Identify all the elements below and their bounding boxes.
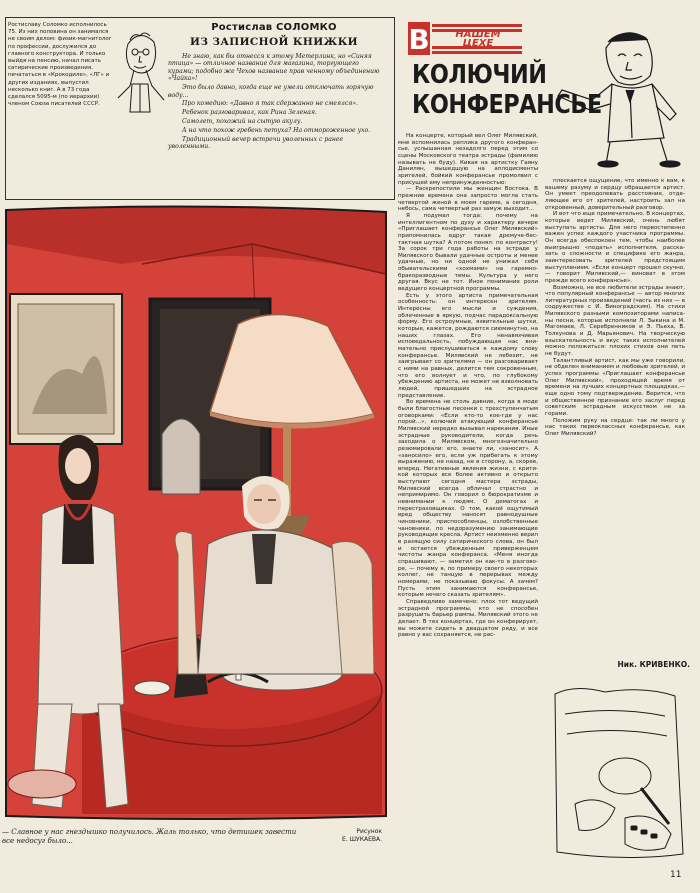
notebook-column bbox=[168, 22, 380, 192]
notebook-entry: Не знаю, как бы отнесся к этому Метерлинк, но «Синяя птица» — отличное название для магазина, торгующего курами; подобно же Чехов название прав ченному объединению «Чайка»! bbox=[168, 53, 380, 83]
conferencier-caricature bbox=[552, 18, 692, 168]
article-column-2 bbox=[545, 178, 685, 668]
bio-block bbox=[8, 22, 112, 192]
article-paragraph: Положим руку на сердце: так ли много у нас таких первоклассных конферансье, как Олег Милявский? bbox=[545, 417, 685, 437]
notebook-entry: Про комедию: «Давно я так сдержанно не смеялся». bbox=[182, 100, 359, 108]
credit-name: Е. ШУКАЕВА. bbox=[342, 836, 382, 843]
author-caricature bbox=[112, 26, 168, 116]
notebook-body bbox=[168, 53, 380, 151]
notebook-entry: А на что похож гребень петуха? На отмороженное ухо. bbox=[182, 127, 371, 135]
illustration-credit bbox=[316, 828, 382, 844]
article-paragraph: Справедливо замечено: плох тот ведущий эстрадной программы, кто не способен разрушить барьер рампы. Милявский этого не делает. В тех концертах, где он конферирует, вы можете сидеть в двадцатом ряду, и все равно у вас сохраняется, не рас- bbox=[398, 598, 538, 639]
notebook-entry: Самолет, похожий на сытую акулу. bbox=[182, 118, 303, 126]
rubric-line2: ЦЕХЕ bbox=[462, 38, 494, 49]
notebook-entry: Это было давно, когда еще не умели отключать горячую воду... bbox=[168, 84, 374, 99]
page-number: 11 bbox=[670, 870, 682, 880]
article-column-1 bbox=[398, 133, 538, 866]
article-paragraph: плескается ощущение, что именно к вам, к вашему разуму и сердцу обращается артист. Он умеет преодолевать расстояние, отделяющее его от зрителей, настроить зал на откровенный, доверительный разговор. bbox=[545, 178, 685, 211]
article-paragraph: И вот что еще примечательно. В концертах, которые ведет Милявский, очень любят выступать артисты. Для него первостепенно важен успех каждого участника программы. Он всегда обеспокоен тем, чтобы наиболее выигрышно «подать» исполнителя, рассказать о сложности и специфике его жанра, заинтересовать зрителей предстоящим выступлением. «Если концерт прошел скучно, — говорит Милявский,— виноват в этом прежде всего конферансье». bbox=[545, 211, 685, 284]
article-paragraph: Есть у этого артиста примечательная особенность: он интересен зрителям. Интересны его мысли и суждения, облеченные в яркую, подчас парадоксальную форму. Его остроумные, язвительные шутки, которые, кажется, рождаются сиюминутно, на наших глазах. Его ненавязчивая исповедальность, побуждающая нас внимательно прислушиваться к каждому слову конферансье. Милявский не лебезит, не заигрывает со зрителями — он разговаривает с ними на равных, делится тем сокровенным, что его волнует и что, по глубокому убеждению артиста, не может не взволновать людей, пришедших на эстрадное представление. bbox=[398, 292, 538, 399]
article-paragraph: Я подумал тогда: почему на интеллигентном по духу и характеру вечере «Приглашает конферансье Олег Милявский» припомнилась вдруг такая дремуче-бестактная шутка? А потом понял: по контрасту! За сорок три года работы на эстраде у Милявского бывали удачные остроты и менее удачные, но ни одной не унижал себя обывательскими «хохмами» на гаремно-бракоразводные темы. Культура у него другая. Вкус не тот. Иное понимание роли ведущего концертной программы. bbox=[398, 212, 538, 293]
article-signature: Ник. КРИВЕНКО. bbox=[617, 660, 690, 669]
illustration-caption: — Славное у нас гнездышко получилось. Жаль только, что детишек завести все недосуг было... bbox=[2, 828, 297, 845]
rubric-logo bbox=[408, 22, 524, 55]
headline-line2: КОНФЕРАНСЬЕ bbox=[412, 90, 602, 120]
article-paragraph: — Раскрепостили мы женщин Востока. В прежние времена она запросто могла стать четвертой женой в моем гареме, а сегодня, небось, сама четвертый раз замуж выходит... bbox=[398, 186, 538, 213]
article-paragraph: Талантливый артист, как мы уже говорили, не обделен вниманием и любовью зрителей, и успех программы «Приглашает конферансье Олег Милявский», проходящей время от времени на лучших концертных площадках,— еще одно тому подтверждение. Верится, что и общественное признание его заслуг перед советским эстрадным искусством не за горами. bbox=[545, 357, 685, 417]
notebook-author: Ростислав СОЛОМКО bbox=[211, 22, 337, 33]
scroll-sketch bbox=[545, 684, 693, 862]
article-paragraph: Во времена не столь давние, когда в моде были благостные песенки с трехступенчатым оговорками: «Если кто-то кое-где у нас порой...», колючий атакующий конферансье Милявский нередко вызывал нарекания. Иные эстрадные руководители, когда речь заходила о Милявском, многозначительно резюмировали: его, знаете ли, «заносит». А «заносило» его, если уж прибегать к этому выражению, не назад, не в сторону, а, скорее, вперед. Негативные явления жизни, с критикой которых все более активно и открыто выступают сегодня мастера эстрады, Милявский всегда обличал страстно и непримиримо. Он говорил о бюрократизме и невнимании к людям. О демагогах и перестраховщиках. О том, какой ощутимый вред обществу наносят равнодушные чиновники, приспособленцы, озлобственные чановники, по недоразумению занимающие руководящие кресла. Артист неизменно верил в разящую силу сатирического слова, он был и остается убежденным приверженцем чистоты жанра конферанса. «Меня иногда спрашивают, — заметил он как-то в разговоре, — почему я, по примеру своего некоторых коллег, не танцую в перерывах между номерами, не показываю фокусы. А зачем? Пусть этим занимаются конферансье, которым нечего сказать зрителям». bbox=[398, 399, 538, 599]
article-paragraph: На концерте, который вел Олег Милявский, мне вспомнилась реплика другого конферансье, услышанная незадолго перед этим со сцены Московского театра эстрады (фамилию называть не буду). Кивая на артистку Гаяну Данилян, вышедшую на аплодисменты зрителей, бойкий конферансье промолвил с присущей ему непринужденностью: bbox=[398, 133, 538, 186]
rubric-line1: НАШЕМ bbox=[455, 29, 501, 40]
notebook-entry: Ребенок разговаривал, как Рина Зеленая. bbox=[182, 109, 317, 117]
cartoon-illustration bbox=[2, 204, 390, 824]
credit-label: Рисунок bbox=[356, 828, 382, 835]
headline-line1: КОЛЮЧИЙ bbox=[412, 60, 547, 90]
notebook-title: ИЗ ЗАПИСНОЙ КНИЖКИ bbox=[190, 36, 358, 48]
article-paragraph: Возможно, не все любители эстрады знают, что популярный конферансье — автор многих литературных произведений (часть из них — в содружестве с И. Виноградским). На стихи Милявского разными композиторами написаны песни, которые исполняли Л. Зыкина и М. Магомаев, Л. Серебренников и Э. Пьеха, В. Толкунова и Д. Марьянович. На творческую взыскательность и вкус таких исполнителей можно положиться: плохих стихов они петь не будут. bbox=[545, 284, 685, 358]
rubric-letter: В bbox=[408, 23, 430, 55]
bio-text: Ростиславу Соломко исполнилось 75. Из них половина он занимался не своим делом: физик-магнитолог по профессии, дослужился до главного конструктора. И только выйдя на пенсию, начал писать сатирические произведения, печататься в «Крокодиле», «ЛГ» и других изданиях, выпустил несколько книг. А в 73 года сделался 5095-м (по иерархии) членом Союза писателей СССР. bbox=[8, 22, 112, 108]
notebook-entry: Традиционный вечер встречи уволенных с ранее уволенными. bbox=[168, 136, 344, 151]
